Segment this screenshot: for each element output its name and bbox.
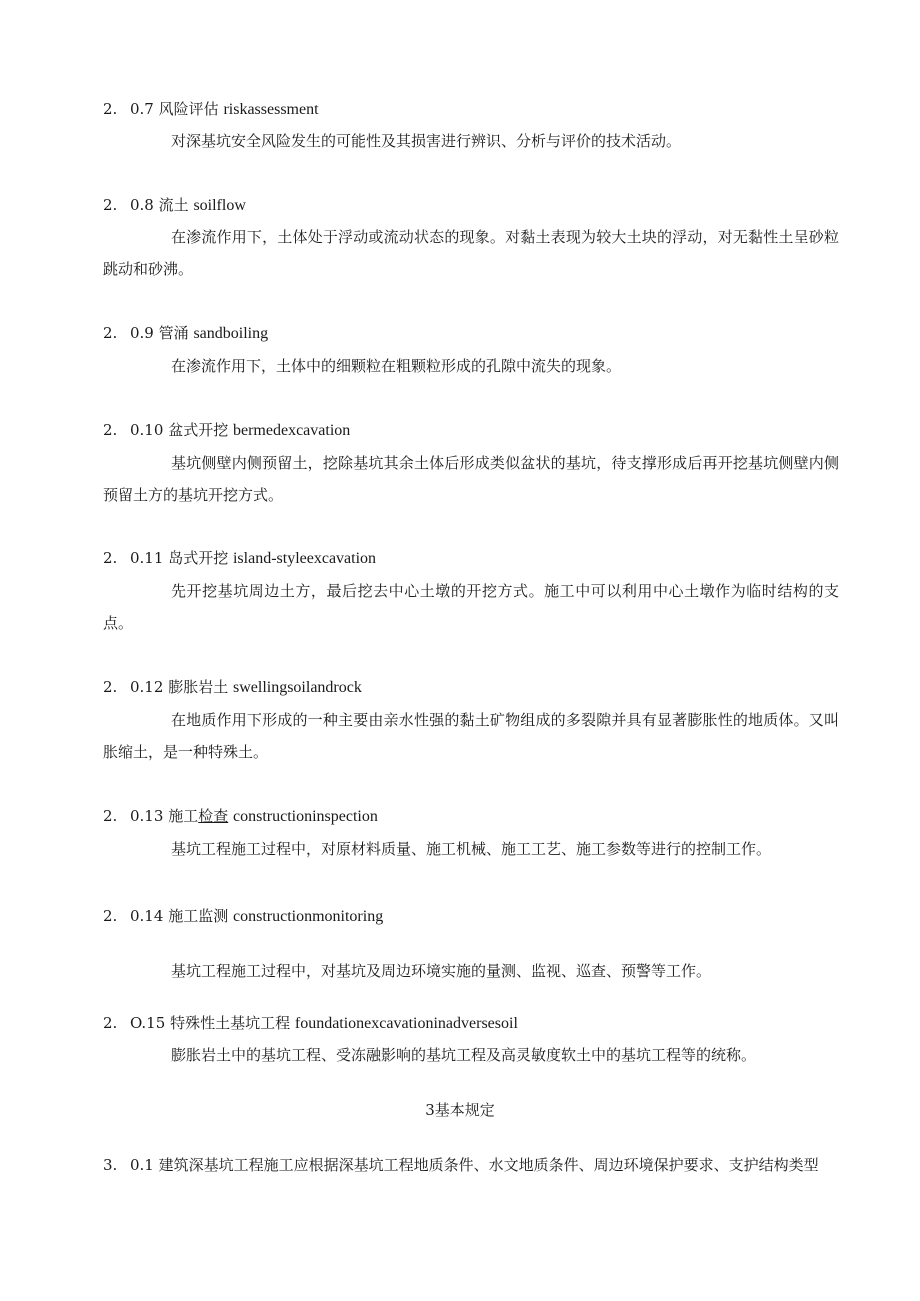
term-section-number: 2. [103, 907, 118, 925]
term-section-number: 2. [103, 324, 118, 342]
term-heading [103, 548, 376, 569]
term-title: 特殊性土基坑工程 [170, 1014, 291, 1032]
term-english: soilflow [193, 197, 246, 214]
term-english: constructioninspection [233, 808, 378, 825]
term-heading [103, 906, 383, 927]
term-title: 施工监测 [168, 907, 229, 925]
term-english: swellingsoilandrock [232, 679, 362, 696]
term-heading [103, 1013, 518, 1034]
term-title: 风险评估 [158, 100, 219, 118]
term-title-link[interactable]: 检查 [198, 807, 229, 825]
term-heading [103, 806, 378, 827]
term-section-number: 2. [103, 807, 118, 825]
term-english: constructionmonitoring [232, 908, 384, 925]
term-definition: 在地质作用下形成的一种主要由亲水性强的黏土矿物组成的多裂隙并具有显著膨胀性的地质体。又叫胀缩土，是一种特殊土。 [103, 711, 839, 761]
term-section-number: 2. [103, 1014, 118, 1032]
term-title: 管涌 [158, 324, 189, 342]
term-definition: 在渗流作用下，土体中的细颗粒在粗颗粒形成的孔隙中流失的现象。 [171, 357, 622, 375]
term-heading [103, 99, 319, 120]
clause-paragraph [103, 1155, 839, 1175]
term-title: 膨胀岩土 [168, 678, 229, 696]
clause-text: 0.1 建筑深基坑工程施工应根据深基坑工程地质条件、水文地质条件、周边环境保护要求、支护结构类型 [130, 1156, 819, 1174]
term-heading [103, 323, 268, 344]
term-english: island-styleexcavation [232, 550, 377, 567]
clause-section-number: 3. [103, 1156, 118, 1174]
term-heading [103, 420, 350, 441]
term-code: 0.9 [130, 324, 154, 342]
term-definition: 在渗流作用下，土体处于浮动或流动状态的现象。对黏土表现为较大土块的浮动，对无黏性土呈砂粒跳动和砂沸。 [103, 228, 839, 278]
term-section-number: 2. [103, 196, 118, 214]
term-code: 0.13 [130, 807, 164, 825]
term-english: sandboiling [193, 325, 269, 342]
term-code: 0.12 [130, 678, 164, 696]
term-title: 流土 [158, 196, 189, 214]
term-definition: 先开挖基坑周边土方，最后挖去中心土墩的开挖方式。施工中可以利用中心土墩作为临时结构的支点。 [103, 582, 839, 632]
term-english: bermedexcavation [232, 422, 351, 439]
term-section-number: 2. [103, 100, 118, 118]
term-section-number: 2. [103, 678, 118, 696]
term-section-number: 2. [103, 421, 118, 439]
term-code: 0.14 [130, 907, 164, 925]
term-heading [103, 677, 362, 698]
term-definition: 对深基坑安全风险发生的可能性及其损害进行辨识、分析与评价的技术活动。 [171, 132, 682, 150]
term-code: 0.8 [130, 196, 154, 214]
term-definition: 基坑工程施工过程中，对基坑及周边环境实施的量测、监视、巡查、预警等工作。 [171, 962, 712, 980]
term-definition: 基坑工程施工过程中，对原材料质量、施工机械、施工工艺、施工参数等进行的控制工作。 [171, 840, 772, 858]
term-definition: 基坑侧壁内侧预留土，挖除基坑其余土体后形成类似盆状的基坑，待支撑形成后再开挖基坑侧壁内侧预留土方的基坑开挖方式。 [103, 454, 839, 504]
term-title: 岛式开挖 [168, 549, 229, 567]
term-title: 施工 [168, 807, 199, 825]
term-code: O.15 [130, 1014, 166, 1032]
term-title: 盆式开挖 [168, 421, 229, 439]
section-heading: 3基本规定 [425, 1101, 495, 1119]
term-code: 0.7 [130, 100, 154, 118]
term-definition: 膨胀岩土中的基坑工程、受冻融影响的基坑工程及高灵敏度软土中的基坑工程等的统称。 [171, 1046, 757, 1064]
term-code: 0.11 [130, 549, 164, 567]
term-english: foundationexcavationinadversesoil [294, 1015, 518, 1032]
term-code: 0.10 [130, 421, 164, 439]
term-english: riskassessment [223, 101, 319, 118]
term-section-number: 2. [103, 549, 118, 567]
term-heading [103, 195, 246, 216]
